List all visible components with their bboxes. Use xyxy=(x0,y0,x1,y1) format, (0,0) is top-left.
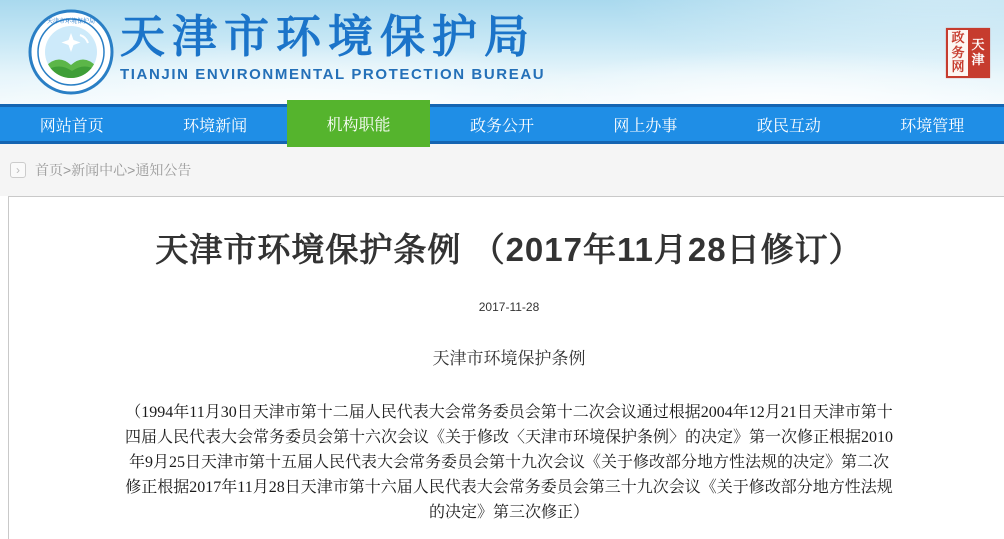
svg-text:天津市环境保护局: 天津市环境保护局 xyxy=(46,19,96,25)
site-title-en: TIANJIN ENVIRONMENTAL PROTECTION BUREAU xyxy=(120,66,546,83)
main-nav xyxy=(0,104,1004,144)
article-panel xyxy=(8,196,1004,539)
site-title-zh: 天津市环境保护局 xyxy=(120,11,537,62)
article-title: 天津市环境保护条例 （2017年11月28日修订） xyxy=(155,231,863,268)
nav-item-gov-disclosure[interactable]: 政务公开 xyxy=(469,117,534,135)
gov-network-seal[interactable] xyxy=(946,28,990,78)
nav-item-public-interaction[interactable]: 政民互动 xyxy=(756,117,821,135)
nav-item-online-services[interactable]: 网上办事 xyxy=(613,117,678,135)
article-date: 2017-11-28 xyxy=(478,300,540,314)
bureau-logo-icon xyxy=(28,9,114,95)
breadcrumb-bar xyxy=(0,144,1004,196)
breadcrumb[interactable]: 首页>新闻中心>通知公告 xyxy=(35,162,192,178)
seal-left-text: 政务网 xyxy=(951,29,965,75)
nav-item-env-news[interactable]: 环境新闻 xyxy=(183,117,248,135)
chevron-right-icon: › xyxy=(10,162,26,178)
site-brand xyxy=(120,10,545,83)
nav-item-org-functions[interactable]: 机构职能 xyxy=(287,100,430,147)
article-subtitle: 天津市环境保护条例 xyxy=(432,349,586,368)
nav-item-home[interactable]: 网站首页 xyxy=(39,117,104,135)
site-header xyxy=(0,0,1004,104)
nav-item-env-management[interactable]: 环境管理 xyxy=(900,117,965,135)
seal-right-text: 天津 xyxy=(971,37,985,67)
article-body: （1994年11月30日天津市第十二届人民代表大会常务委员会第十二次会议通过根据2004年12月21日天津市第十四届人民代表大会常务委员会第十六次会议《关于修改〈天津市环境保护条例〉的决定》第一次修正根据2010年9月25日天津市第十五届人民代表大会常务委员会第十九次会议《关于修改部分地方性法规的决定》第二次修正根据2017年11月28日天津市第十六届人民代表大会常务委员会第三十九次会议《关于修改部分地方性法规的决定》第三次修正） xyxy=(124,404,893,521)
